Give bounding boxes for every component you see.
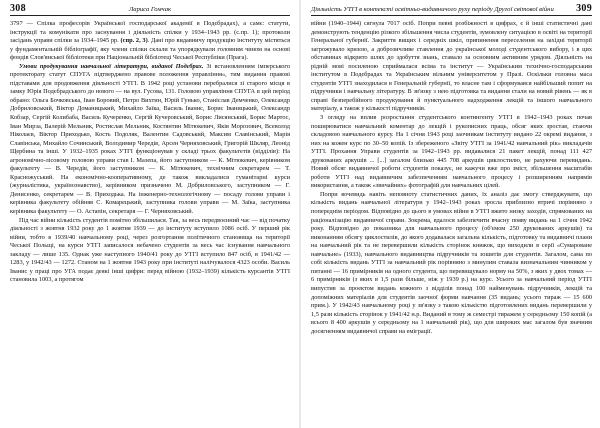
left-page-number: 308 [10, 3, 26, 14]
paragraph [311, 20, 592, 114]
paragraph [311, 114, 592, 191]
right-running-head [311, 4, 592, 16]
paragraph [311, 191, 592, 336]
paragraph [10, 217, 290, 285]
right-running-head-title: Діяльність УТГІ в контексті освітньо-видавничого руху періоду Другої світової війни [311, 6, 554, 13]
text-run: Зі встановленням імперського протекторату статут СПУГА підтверджено правове положення управління«, тим видання правові підставами для продовження діяльності УТГІ. В 1942 році установи перебралися зі старого місця в замку Юрія Подєбрадського до нового — на вул. Гусова, 131. Головою управління СПУГА в цей період обрано: Ольга Бочковська, Іван Боровий, Петро Вихтин, Юрій Гунько, Станіслав Демченко, Олександр Добриловський, Віктор Доманицький, Михайло Заїка, Василь Іванис, Борис Іваницький, Олександр Кобзар, Сергій Колибаба, Василь Кучеренко, Сергій Кучеровський, Борис Лисянський, Борис Мартос, Іван Мирза, Валерій Мельник, Ростислав Мельник, Костянтин Мітюкевич, Яків Морозович, Всеволод Ніколаєв, Віктор Приходько, Кость Подоляк, Валентин Садовський, Максим Славінський, Марія Славінська, Михайло Сочинський, Володимир Чередів, Арсен Черняховський, Григорій Шкляр, Леонід Щербина та інші. У 1932–1935 роках УТГІ функціонував у складі трьох факультетів (відділів): На агрономічно-лісовому головою управи став І. Мазепа, його заступником — К. Мітюкевич, керівником факультету — В. Чередів, його заступником — К. Мітюкевич, технічним секретарем — Т. Красножуський. На економічно-кооперативному, де також викладалися гуманітарні курси (журналістика, українознавство), керівником призначено М. Добриловського, заступником — Г. Денисенко, секретарем — В. Приходька. На інженерно-технологічному — посаду голови управи і керівника факультету обійняв С. Комарецький, заступника голови управи — М. Заїка, заступника керівника факультету — О. Астапін, секретаря — Г. Черняховський. [10, 62, 291, 216]
right-page-number: 309 [576, 3, 592, 14]
text-run: (спр. 2, 3) [120, 37, 148, 45]
text-run: Попри вочевидь навіть неповноту статистичних даних, їх аналіз дає змогу стверджувати, що кількість видань навчальної літератури у 1942–1943 роках зросла приблизно втричі порівняно з попереднім періодом. Відповідно до цього в умовах війни в УТГІ вжито низку заходів, спрямованих на раціоналізацію видавничої справи. Зокрема, вдалося забезпечити вчасну появу видань на 1 січня 1942 року. Відповідно до показника для навчального процесу (об'ємом 250 друкованих аркушів) та виконанням обсягу циклостилів, до якого додавалася загальна кількість, підготовку та видавничі плани на навчальний рік та не перевершили кількість сторінок книжок, що виходили в серії «Сумароване навчальне» (1933), навчального видавництва підручників та зошитів для студентів. Загалом, сама по собі кількість видань УТГІ за навчальний рік порівняно з минулим ставала визначальним чинником у питанні — 16 примірників на одного студента, що перевищувало норму на 50%, з яких у двох томах — 6 примірників (з яких в 1,5 рази більше, ніж у 1939 р.) на курс. Усього за навчальний період УТГІ випустив за проектом видань кожного з відділів понад 100 найменувань підручників, лекцій та допоміжних матеріалів для студентів заочної форми навчання (35 видань; усього тираж — 15 600 прим.). У 1942/43 навчальному році у зв'язку з такою кількістю підготовлених видань перевершили у 1,5 рази кількість сторінок у 1941/42 н.р. Виданий в тому ж семестрі тиражем у середньому 150 копій (а всього 8 400 аркушів у середньому на 1 навчальний рік), що для широких мас загалом був значним досягненням видавничої справи на еміграції. [311, 190, 592, 335]
text-run: Під час війни кількість студентів помітно збільшилася. Так, за весь передвоєнний час — від початку діяльності з жовтня 1932 року до 1 жовтня 1939 — до інституту вступило 1086 осіб. У перший рік війни, тобто в 1939/40 навчальному році, через розгортання політичного становища на території Чеської Польщі, на курси УТГІ записалося небачено студентів за весь час існування навчального закладу — лише 135. Однак уже наступного 1940/41 року до УТГІ вступило 847 осіб, в 1941/42 — 1283, у 1942/43 — 1272. Станом на 1 жовтня 1943 року при інституті налічувалося 4323 особи. Василь Іванис у праці про УГА подає деякі інші цифри: перед війною (1932–1939) кількість курсантів УТГІ становила 1003, а протягом [10, 216, 290, 284]
right-body-text [311, 20, 592, 336]
left-running-head-title: Лариса Гомчак [128, 6, 172, 13]
text-run: Умови продукування навчальної літератури, виданої Подєбрах. [19, 62, 204, 70]
text-run: 3797 — Спілка професорів Української господарської академії в Подєбрадах), а самє: статути, інструкції та комунікати про заснування і діяльність спілки у 1934–1943 рр. (с.пр. 1); протоколи засідань управи спілки за 1934–1945 рр. [10, 20, 290, 45]
left-running-head [10, 4, 290, 16]
text-run: війни (1940–1944) сягнула 7017 осіб. Попри певні розбіжності в цифрах, є й інші статистичні дані демонструють тенденцію різкого збільшення числа студентів, зумовлену ситуацією в освіті на території Генеральної губернії. Закриття вищих і середніх шкіл, припинення переселення на західні території загрожувало кризою, а доброзичливе ставлення до української молоді студентського вибору, і в цих обставинах відкрито шлях до здобуття знань, ставало за основним активним урядом. Діяльність на рідній мові посиленою сприймалася всіма та інститут — Українським технічно-господарським інститутом в Подєбрадах та Українським вільним університетом у Празі. Оскільки головна маса студентів УТГІ знаходилася в Генеральній губернії, то власне там і сформувався найбільший попит на підручники і навчальну літературу. В зв'язку з нею підготовка та видання стали на новий рівень — як в справі безперебійного продукування й пунктуального надходження лекцій та іншого навчального матеріалу, а також у кількості підручників. [311, 20, 592, 113]
left-body-text [10, 20, 290, 285]
paragraph [10, 63, 290, 217]
paragraph [10, 20, 290, 63]
text-run: . Дані про видавничу продукцію інституту містяться у фундаментальній бібліографії, яку члени спілки склали та упорядкували головним чином на основі фондів Слов'янської бібліотеки при Національній бібліотеці Чеської Республіки (Прага). [10, 37, 290, 62]
text-run: З огляду на вплив розростання студентського контингенту УТГІ в 1942–1943 роках почав поширюватися навчальний коментар до лекцій і рукописних праць, обсяг яких зростав, стаючи складовою навчального курсу. На 1 січня 1943 році заочникам інституту видано 22 окремі видання, з них на кожен курс по 30–50 копій. Із збереженого «Звіту УТГІ за 1941/42 навчальний рік» викладачів УТГІ. Прохання Управи студентів за 1942–1943 рр. видавалися 21 пакет лекцій, понад 111 427 друкованих аркушів ... [...] загалом близько 445 708 аркушів циклостилю, не рахуючи перевидань. Новий обсяг видавничої роботи студентів показує, не кажучи вже про зміст, збільшення масштабів роботи УТГІ над видавничим забезпеченням навчального процесу і розширенням напрямів використання, а також «звичайних» фотографій для навчальних цілей. [311, 114, 592, 190]
right-page [301, 0, 600, 428]
